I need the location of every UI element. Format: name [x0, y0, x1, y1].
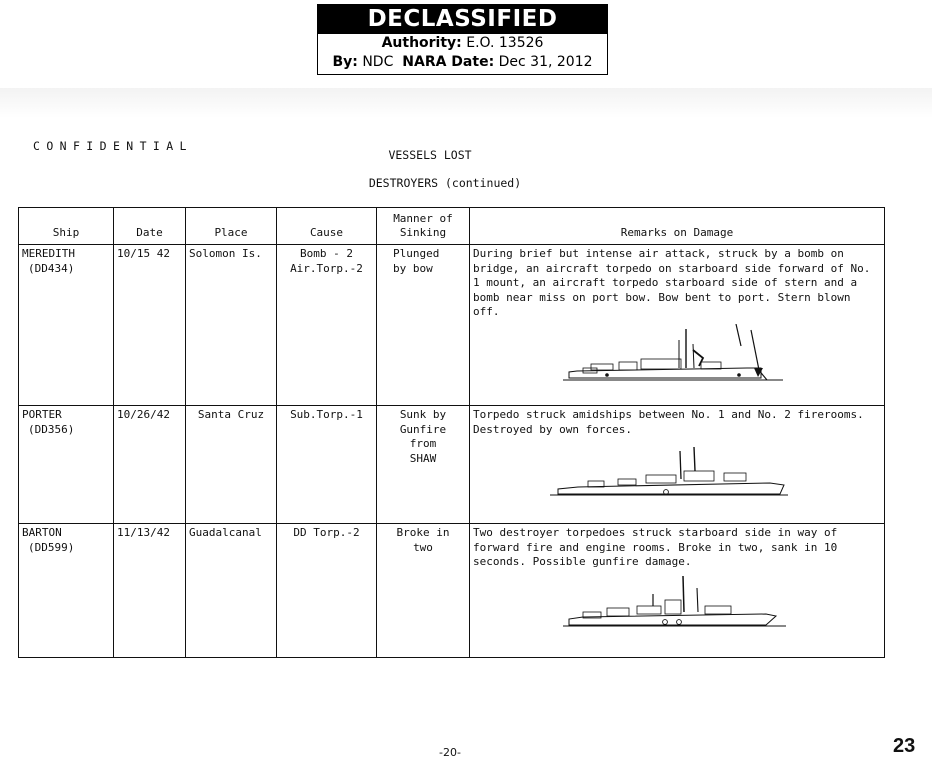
stamp-header: DECLASSIFIED: [318, 5, 607, 34]
ship-hull-number: (DD356): [28, 422, 75, 436]
header-manner-line1: Manner of: [393, 211, 453, 225]
manner-line3: from: [409, 437, 437, 451]
manner-line1: Plunged: [393, 247, 440, 260]
folio-number: 23: [893, 735, 916, 757]
vessels-lost-table: [18, 207, 885, 658]
stamp-authority-value: E.O. 13526: [466, 35, 544, 51]
header-remarks: Remarks on Damage: [470, 208, 885, 245]
remarks-text: During brief but intense air attack, struck by a bomb on bridge, an aircraft torpedo on starboard side forward of No. 1 mount, an aircraft torpedo starboard side of stern and a bomb near miss on port bow. Bow bent to port. Stern blown off.: [473, 247, 871, 319]
cell-cause: [277, 524, 377, 658]
header-ship: Ship: [19, 208, 114, 245]
manner-line2: two: [413, 540, 433, 554]
cell-place: Santa Cruz: [186, 406, 277, 524]
page-number: -20-: [439, 746, 461, 759]
header-cause: Cause: [277, 208, 377, 245]
page-title: VESSELS LOST: [388, 148, 472, 162]
manner-line4: SHAW: [409, 451, 437, 465]
cell-remarks: [470, 406, 885, 524]
ship-damage-diagram: [561, 324, 861, 392]
cell-place: Solomon Is.: [186, 245, 277, 406]
header-date: Date: [114, 208, 186, 245]
stamp-by-label: By:: [332, 54, 358, 70]
page-subtitle: DESTROYERS (continued): [368, 176, 522, 190]
stamp-authority-label: Authority:: [381, 35, 462, 51]
stamp-by-value: NDC: [362, 54, 394, 70]
ship-damage-diagram: [561, 576, 861, 638]
cell-ship: [19, 406, 114, 524]
cause-line1: Sub.Torp.-1: [290, 408, 363, 421]
cell-remarks: [470, 524, 885, 658]
cell-manner: [377, 406, 470, 524]
table-header-row: [19, 208, 885, 245]
manner-line1: Sunk by: [399, 408, 447, 421]
cell-remarks: [470, 245, 885, 406]
manner-line1: Broke in: [396, 526, 450, 539]
table-row: [19, 524, 885, 658]
cause-line1: DD Torp.-2: [293, 526, 360, 539]
manner-line2: Gunfire: [399, 422, 447, 436]
declassified-stamp: [317, 4, 608, 75]
ship-hull-number: (DD599): [28, 540, 75, 554]
manner-line2: by bow: [393, 261, 433, 275]
cell-date: 10/15 42: [114, 245, 186, 406]
table-row: [19, 406, 885, 524]
cause-line2: Air.Torp.-2: [290, 261, 363, 275]
cell-manner: [377, 245, 470, 406]
stamp-by-line: [318, 53, 607, 72]
cell-date: 10/26/42: [114, 406, 186, 524]
remarks-text: Torpedo struck amidships between No. 1 and No. 2 firerooms. Destroyed by own forces.: [473, 408, 864, 436]
header-manner-line2: Sinking: [399, 226, 447, 240]
ship-name: BARTON: [22, 526, 62, 539]
classification-marking: CONFIDENTIAL: [33, 139, 193, 153]
ship-name: PORTER: [22, 408, 62, 421]
stamp-nara-value: Dec 31, 2012: [498, 54, 593, 70]
cell-place: Guadalcanal: [186, 524, 277, 658]
table-row: [19, 245, 885, 406]
stamp-authority-line: [318, 34, 607, 53]
cell-ship: [19, 524, 114, 658]
cell-date: 11/13/42: [114, 524, 186, 658]
ship-damage-diagram: [548, 447, 848, 507]
header-manner: [377, 208, 470, 245]
ship-hull-number: (DD434): [28, 261, 75, 275]
header-place: Place: [186, 208, 277, 245]
scan-shadow: [0, 88, 932, 118]
cell-ship: [19, 245, 114, 406]
cell-manner: [377, 524, 470, 658]
ship-name: MEREDITH: [22, 247, 75, 260]
cause-line1: Bomb - 2: [300, 247, 353, 260]
cell-cause: [277, 406, 377, 524]
cell-cause: [277, 245, 377, 406]
stamp-nara-label: NARA Date:: [402, 54, 495, 70]
remarks-text: Two destroyer torpedoes struck starboard side in way of forward fire and engine rooms. Broke in two, sank in 10 seconds. Possible gunfire damage.: [473, 526, 838, 569]
